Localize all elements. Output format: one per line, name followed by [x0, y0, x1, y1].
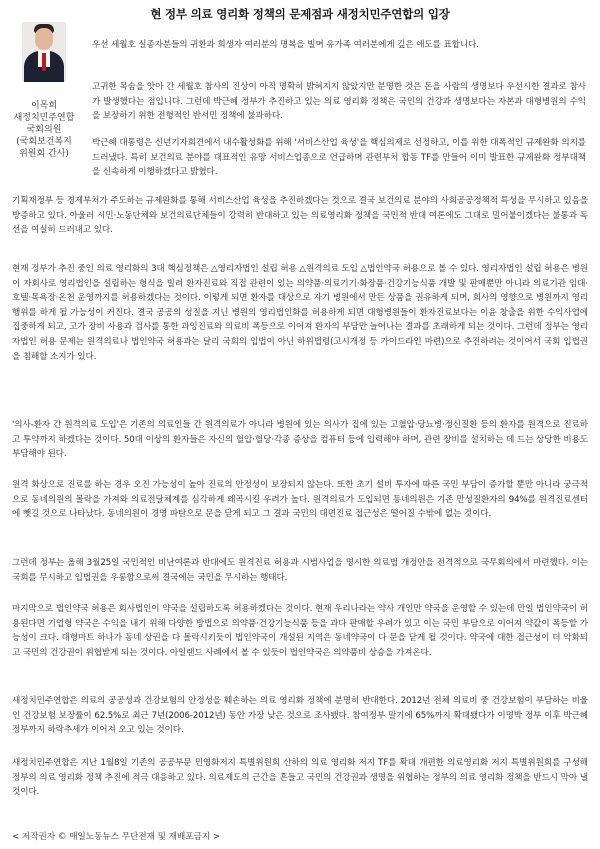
paragraph-3: 박근혜 대통령은 신년기자회견에서 내수활성화를 위해 '서비스산업 육성'을 핵심의제로 선정하고, 이를 위한 대폭적인 규제완화 의지를 드러냈다. 특히 보건의료 분야를 대표적인 유망 서비스업종으로 언급하며 관련부처 합동 TF를 만들어 이미 발표한 규제완화 정부대책을 신속하게 이행하겠다고 밝혔다.: [92, 138, 586, 178]
paragraph-5: 현재 정부가 추진 중인 의료 영리화의 3대 핵심정책은 △영리자법인 설립 허용 △원격의료 도입 △법인약국 허용으로 볼 수 있다. 영리자법인 설립 허용은 병원이 자회사로 영리법인을 설립하는 형식을 빌려 환자진료와 직접 관련이 있는 의약품·의료기기·화장품·건강기능식품 개발 및 판매뿐만 아니라 의료기관 임대·호텔·목욕장·온천 운영까지를 허용하겠다는 것이다. 이렇게 되면 환자를 대상으로 자기 병원에서 만든 상품을 권유하게 되며, 회사의 영향으로 병원까지 영리행위를 하게 될 가능성이 커진다. 결국 공공의 성질을 지닌 병원의 영리법인화를 허용하게 되면 대형병원들이 환자진료보다는 이윤 창출을 위한 수익사업에 집중하게 되고, 고가 장비 사용과 검사를 통한 과잉진료와 의료비 폭등으로 이어져 환자의 부담만 늘어나는 결과를 초래하게 되는 것이다. 그런데 정부는 영리자법인 허용 문제는 원격의료나 법인약국 허용과는 달리 국회의 입법이 아닌 하위법령(고시개정 등 가이드라인 마련)으로 추진하려는 것이어서 국회 입법권을 침해할 소지가 있다.: [12, 264, 588, 362]
article-title: 현 정부 의료 영리화 정책의 문제점과 새정치민주연합의 입장: [150, 7, 450, 21]
author-profile: [10, 22, 78, 160]
paragraph-7: 원격 화상으로 진료를 하는 경우 오진 가능성이 높아 진료의 안정성이 보장되지 않는다. 또한 초기 설비 투자에 따른 국민 부담이 증가할 뿐만 아니라 궁극적으로 동네의원의 몰락을 가져와 의료전달체계를 심각하게 왜곡시킬 우려가 높다. 원격의료가 도입되면 동네의원은 기존 만성질환자의 94%를 원격진료센터에 뺏길 것으로 나타났다. 동네의원이 경영 파탄으로 문을 닫게 되고 그 결과 국민의 대면진료 접근성은 떨어질 수밖에 없는 것이다.: [12, 480, 588, 520]
paragraph-1: 우선 세월호 실종자분들의 귀환과 희생자 여러분의 명복을 빌며 유가족 여러분에게 깊은 애도를 표합니다.: [92, 40, 479, 50]
author-committee: (국회보건복지: [16, 137, 72, 147]
author-committee-cont: 위원회 간사): [19, 149, 69, 159]
author-role: 국회의원: [26, 125, 62, 135]
copyright-notice: < 저작권자 © 매일노동뉴스 무단전재 및 재배포금지 >: [12, 832, 221, 842]
paragraph-10: 새정치민주연합은 의료의 공공성과 건강보험의 안정성을 훼손하는 의료 영리화 정책에 분명히 반대한다. 2012년 전체 의료비 중 건강보험이 부담하는 비율인 건강보험 보장률이 62.5%로 최근 7년(2006-2012년) 동안 가장 낮은 것으로 조사됐다. 참여정부 말기에 65%까지 확대됐다가 이명박 정부 이후 박근혜 정부까지 하락추세가 이어져 오고 있는 것이다.: [12, 696, 588, 736]
paragraph-6: '의사-환자 간 원격의료 도입'은 기존의 의료인들 간 원격의료가 아니라 병원에 있는 의사가 집에 있는 고혈압·당뇨병·정신질환 등의 환자를 원격으로 진료하고 투약까지 하겠다는 것이다. 50대 이상의 환자들은 자신의 혈압·혈당·각종 증상을 컴퓨터 등에 입력해야 하며, 관련 장비를 설치하는 데 드는 상당한 비용도 부담해야 된다.: [12, 420, 588, 460]
paragraph-2: 고귀한 목숨을 앗아 간 세월호 참사의 진상이 아직 명확히 밝혀지지 않았지만 분명한 것은 돈을 사람의 생명보다 우선시한 결과로 참사가 발생했다는 점입니다. 그런데 박근혜 정부가 추진하고 있는 의료 영리화 정책은 국민의 건강과 생명보다는 자본과 대형병원의 수익을 보장하기 위한 전형적인 반서민 정책에 불과하다.: [92, 82, 586, 122]
author-affiliation: 새정치민주연합: [13, 113, 75, 123]
paragraph-11: 새정치민주연합은 지난 1월8일 기존의 공공부문 민영화저지 특별위원회 산하의 의료 영리화 저지 TF를 확대 개편한 의료영리화 저지 특별위원회를 구성해 정부의 의료 영리화 정책 추진에 적극 대응하고 있다. 의료제도의 근간을 흔들고 국민의 건강권과 생명을 위협하는 정부의 의료 영리화 정책을 반드시 막아 낼 것이다.: [12, 758, 588, 798]
paragraph-9: 마지막으로 법인약국 허용은 회사법인이 약국을 설립하도록 허용하겠다는 것이다. 현재 우리나라는 약사 개인만 약국을 운영할 수 있는데 만일 법인약국이 허용된다면 기업형 약국은 수익을 내기 위해 다양한 방법으로 의약품·건강기능식품 등을 과다 판매할 우려가 있고 이는 국민 부담으로 이어져 약값이 폭등할 가능성이 크다. 대형마트 하나가 동네 상권을 다 몰락시키듯이 법인약국이 개설된 지역은 동네약국이 다 문을 닫게 될 것이다. 약국에 대한 접근성이 더 악화되고 국민의 건강권이 위협받게 되는 것이다. 아일랜드 사례에서 볼 수 있듯이 법인약국은 의약품비 상승을 가져온다.: [12, 604, 588, 658]
author-photo: [22, 22, 66, 82]
paragraph-8: 그런데 정부는 올해 3월25일 국민적인 비난여론과 반대에도 원격진료 허용과 시범사업을 명시한 의료법 개정안을 전격적으로 국무회의에서 마련했다. 이는 국회를 무시하고 입법권을 우롱함으로써 결국에는 국민을 무시하는 행태다.: [12, 558, 588, 583]
paragraph-4: 기획재정부 등 경제부처가 주도하는 규제완화를 통해 서비스산업 육성을 추진하겠다는 것으로 결국 보건의료 분야의 사회공공정책적 특성을 무시하고 있음을 방증하고 있다. 아울러 시민·노동단체와 보건의료단체들이 강력히 반대하고 있는 의료영리화 정책을 국민적 반대 여론에도 그대로 밀어붙이겠다는 불통과 독선을 여실히 드러내고 있다.: [12, 196, 588, 236]
author-name: 이목희: [30, 101, 58, 111]
